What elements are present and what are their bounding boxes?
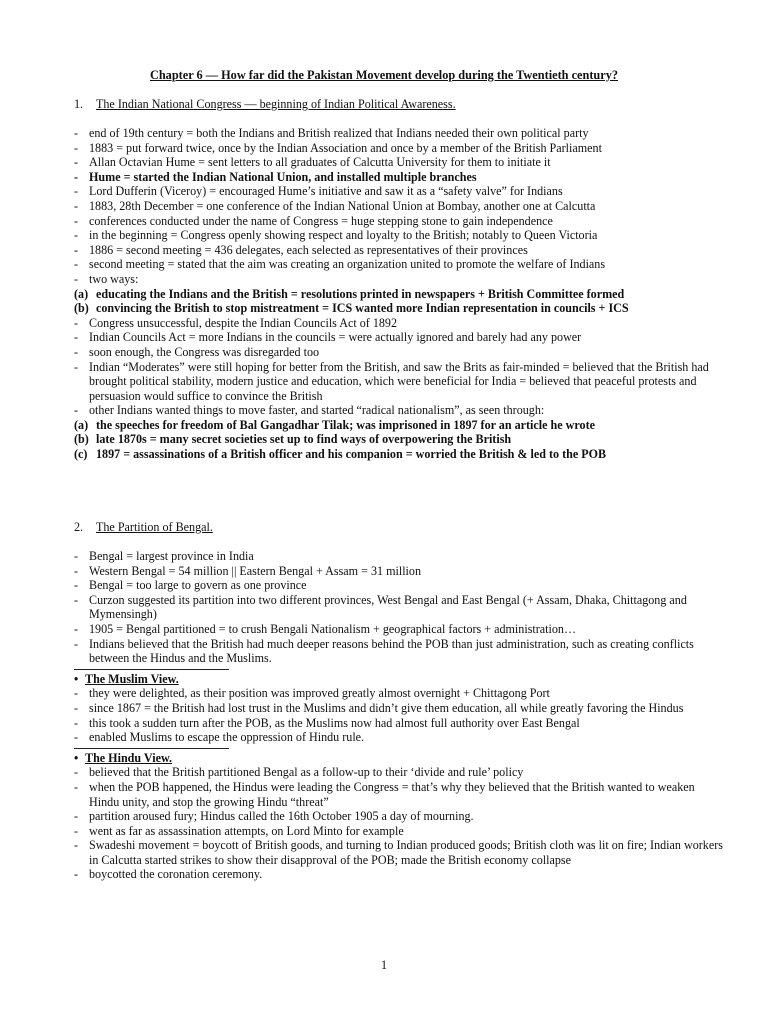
list-item-text: educating the Indians and the British = resolutions printed in newspapers + British Committee formed — [96, 286, 625, 301]
list-item-text: conferences conducted under the name of Congress = huge stepping stone to gain independence — [89, 213, 553, 228]
list-item-text: 1883, 28th December = one conference of the Indian National Union at Bombay, another one at Calcutta — [89, 198, 596, 213]
list-marker: - — [74, 686, 79, 701]
list-item — [74, 564, 724, 579]
list-marker: - — [74, 621, 79, 636]
list-marker: - — [74, 563, 79, 578]
list-item-text: Indians believed that the British had much deeper reasons behind the POB than just administration, such as creating conflicts between the Hindus and the Muslims. — [89, 636, 694, 666]
list-item-text: Indian Councils Act = more Indians in the councils = were actually ignored and barely had any power — [89, 330, 582, 345]
list-item-text: in the beginning = Congress openly showing respect and loyalty to the British; notably to Queen Victoria — [89, 228, 598, 243]
list-item-text: 1897 = assassinations of a British officer and his companion = worried the British & led to the POB — [96, 447, 607, 462]
list-marker: - — [74, 184, 79, 199]
list-item — [74, 716, 724, 731]
section-2-items — [74, 549, 724, 666]
list-marker: - — [74, 359, 79, 374]
list-marker: - — [74, 330, 79, 345]
section-1-heading — [74, 97, 456, 112]
list-item — [74, 243, 724, 258]
muslim-view-heading — [74, 672, 724, 687]
list-item — [74, 622, 724, 637]
bullet-marker: • — [74, 671, 79, 686]
list-marker: - — [74, 403, 79, 418]
list-item-text: enabled Muslims to escape the oppression of Hindu rule. — [89, 730, 365, 745]
section-1-number: 1. — [74, 97, 84, 111]
list-item — [74, 432, 724, 447]
list-item — [74, 287, 724, 302]
list-marker: - — [74, 730, 79, 745]
muslim-view-heading-text: The Muslim View. — [85, 671, 179, 686]
list-marker: - — [74, 809, 79, 824]
list-item — [74, 272, 724, 287]
list-item — [74, 170, 724, 185]
hindu-view-items — [74, 765, 724, 882]
list-item-text: Bengal = largest province in India — [89, 549, 254, 563]
list-marker: - — [74, 140, 79, 155]
section-2-heading-text: The Partition of Bengal. — [96, 520, 213, 534]
list-item-text: Congress unsuccessful, despite the Indian Councils Act of 1892 — [89, 315, 398, 330]
list-item-text: two ways: — [89, 271, 139, 286]
list-item — [74, 867, 724, 882]
list-item-text: end of 19th century = both the Indians and British realized that Indians needed their own political party — [89, 126, 589, 140]
list-marker: - — [74, 779, 79, 794]
section-1-list — [74, 126, 724, 462]
list-item — [74, 199, 724, 214]
list-item — [74, 257, 724, 272]
list-item-text: Bengal = too large to govern as one province — [89, 578, 307, 593]
page-number: 1 — [380, 958, 388, 972]
list-item-text: boycotted the coronation ceremony. — [89, 867, 263, 882]
list-item-text: Allan Octavian Hume = sent letters to all graduates of Calcutta University for them to initiate it — [89, 155, 551, 170]
section-2-list — [74, 549, 724, 882]
list-item-text: partition aroused fury; Hindus called the 16th October 1905 a day of mourning. — [89, 809, 474, 824]
section-2-number: 2. — [74, 520, 84, 534]
list-item-text: late 1870s = many secret societies set up to find ways of overpowering the British — [96, 432, 512, 447]
list-item-text: the speeches for freedom of Bal Gangadhar Tilak; was imprisoned in 1897 for an article he wrote — [96, 417, 595, 432]
list-item — [74, 838, 724, 867]
list-marker: - — [74, 271, 79, 286]
list-item — [74, 765, 724, 780]
list-item-text: believed that the British partitioned Bengal as a follow-up to their ‘divide and rule’ policy — [89, 765, 524, 780]
divider-rule — [74, 669, 229, 670]
list-marker: - — [74, 155, 79, 170]
list-marker: - — [74, 126, 79, 140]
list-item-text: other Indians wanted things to move faster, and started “radical nationalism”, as seen through: — [89, 403, 545, 418]
list-item — [74, 345, 724, 360]
list-marker: - — [74, 838, 79, 853]
list-item-text: 1886 = second meeting = 436 delegates, each selected as representatives of their provinces — [89, 242, 528, 257]
list-item-text: second meeting = stated that the aim was creating an organization united to promote the welfare of Indians — [89, 257, 606, 272]
list-item — [74, 637, 724, 666]
divider-rule — [74, 748, 229, 749]
list-item — [74, 184, 724, 199]
list-item — [74, 228, 724, 243]
list-marker: - — [74, 169, 79, 184]
section-1-heading-text: The Indian National Congress — beginning of Indian Political Awareness. — [96, 97, 456, 111]
list-item — [74, 824, 724, 839]
list-item — [74, 780, 724, 809]
list-marker: - — [74, 765, 79, 780]
list-marker: - — [74, 700, 79, 715]
list-marker: - — [74, 257, 79, 272]
list-marker: - — [74, 867, 79, 882]
list-item — [74, 730, 724, 745]
list-item — [74, 403, 724, 418]
list-item — [74, 701, 724, 716]
muslim-view-items — [74, 686, 724, 744]
list-item — [74, 301, 724, 316]
list-item — [74, 578, 724, 593]
list-marker: (c) — [74, 447, 88, 462]
list-marker: (a) — [74, 286, 89, 301]
list-item — [74, 360, 724, 404]
list-item — [74, 686, 724, 701]
list-item-text: Curzon suggested its partition into two different provinces, West Bengal and East Bengal (+ Assam, Dhaka, Chittagong and Mymensingh) — [89, 592, 687, 622]
list-marker: - — [74, 636, 79, 651]
list-item — [74, 330, 724, 345]
list-marker: - — [74, 228, 79, 243]
list-item — [74, 141, 724, 156]
list-item-text: Lord Dufferin (Viceroy) = encouraged Hume’s initiative and saw it as a “safety valve” for Indians — [89, 184, 563, 199]
list-marker: - — [74, 213, 79, 228]
section-2-heading — [74, 520, 213, 535]
list-marker: (b) — [74, 432, 89, 447]
list-item-text: when the POB happened, the Hindus were leading the Congress = that’s why they believed that the British wanted to weaken Hindu unity, and stop the growing Hindu “threat” — [89, 779, 695, 809]
chapter-title: Chapter 6 — How far did the Pakistan Movement develop during the Twentieth century? — [149, 68, 619, 82]
list-marker: - — [74, 823, 79, 838]
list-item-text: since 1867 = the British had lost trust in the Muslims and didn’t give them education, all while greatly favoring the Hindus — [89, 700, 684, 715]
list-item-text: Western Bengal = 54 million || Eastern Bengal + Assam = 31 million — [89, 563, 422, 578]
list-item — [74, 593, 724, 622]
list-item-text: Hume = started the Indian National Union, and installed multiple branches — [89, 169, 477, 184]
list-item-text: went as far as assassination attempts, on Lord Minto for example — [89, 823, 404, 838]
list-marker: (b) — [74, 301, 89, 316]
bullet-marker: • — [74, 750, 79, 765]
list-marker: - — [74, 315, 79, 330]
list-item — [74, 155, 724, 170]
list-item-text: Swadeshi movement = boycott of British goods, and turning to Indian produced goods; British cloth was lit on fire; Indian workers in Calcutta started strikes to show their disapproval of the POB; made the British economy collapse — [89, 838, 723, 867]
list-item — [74, 418, 724, 433]
list-item-text: 1905 = Bengal partitioned = to crush Bengali Nationalism + geographical factors + administration… — [89, 621, 577, 636]
hindu-view-heading-text: The Hindu View. — [85, 750, 173, 765]
list-marker: - — [74, 198, 79, 213]
list-marker: - — [74, 242, 79, 257]
list-item — [74, 316, 724, 331]
list-marker: (a) — [74, 417, 89, 432]
list-item — [74, 214, 724, 229]
list-marker: - — [74, 578, 79, 593]
list-marker: - — [74, 344, 79, 359]
list-item — [74, 809, 724, 824]
list-item — [74, 447, 724, 462]
list-item-text: they were delighted, as their position was improved greatly almost overnight + Chittagong Port — [89, 686, 550, 701]
hindu-view-heading — [74, 751, 724, 766]
list-item-text: 1883 = put forward twice, once by the Indian Association and once by a member of the British Parliament — [89, 140, 602, 155]
list-item-text: Indian “Moderates” were still hoping for better from the British, and saw the Brits as fair-minded = believed that the British had brought political stability, modern justice and education, which were beneficial for India = believed that peaceful protests and persuasion would suffice to convince the British — [89, 359, 709, 403]
list-item — [74, 549, 724, 564]
list-item — [74, 126, 724, 141]
list-marker: - — [74, 715, 79, 730]
list-item-text: soon enough, the Congress was disregarded too — [89, 344, 320, 359]
list-marker: - — [74, 549, 79, 563]
list-marker: - — [74, 592, 79, 607]
list-item-text: convincing the British to stop mistreatment = ICS wanted more Indian representation in councils + ICS — [96, 301, 629, 316]
list-item-text: this took a sudden turn after the POB, as the Muslims now had almost full authority over East Bengal — [89, 715, 580, 730]
